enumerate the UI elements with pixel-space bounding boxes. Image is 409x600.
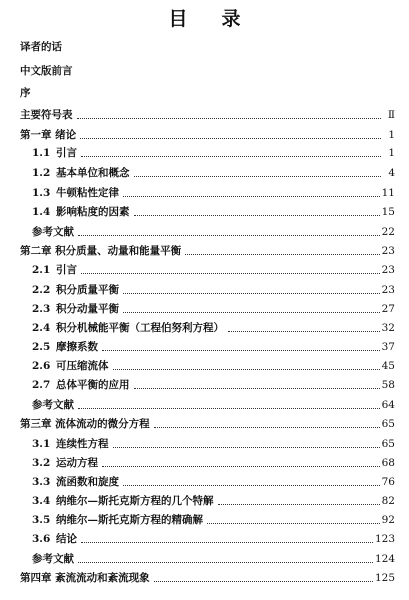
toc-section-number: 3.3 [32, 476, 51, 488]
toc-entry [32, 357, 395, 373]
toc-entry [20, 38, 395, 54]
toc-entry-title: 牛顿粘性定律 [56, 187, 119, 199]
toc-entry [32, 281, 395, 297]
dot-leader [154, 580, 373, 582]
dot-leader [102, 349, 380, 351]
toc-entry-title: 积分动量平衡 [56, 303, 119, 315]
dot-leader [134, 175, 382, 177]
toc-entry-title: 第一章 绪论 [20, 129, 77, 141]
toc-section-number: 2.4 [32, 322, 51, 334]
toc-entry-title: 摩擦系数 [56, 341, 98, 353]
toc-entry [32, 261, 395, 277]
dot-leader [77, 117, 382, 119]
toc-entry-title: 总体平衡的应用 [56, 379, 130, 391]
dot-leader [80, 137, 381, 139]
toc-entry-title: 译者的话 [20, 41, 62, 53]
toc-entry-title: 第二章 积分质量、动量和能量平衡 [20, 245, 182, 257]
toc-entry-title: 积分机械能平衡（工程伯努利方程） [56, 322, 224, 334]
toc-entry-title: 第四章 紊流流动和紊流现象 [20, 572, 150, 584]
toc-entry [32, 184, 395, 200]
toc-entry [20, 84, 395, 100]
toc-page-number: 1 [388, 147, 395, 159]
title-char: 目 [168, 8, 188, 30]
dot-leader [78, 407, 380, 409]
toc-entry-title: 影响粘度的因素 [56, 206, 130, 218]
toc-entry [32, 164, 395, 180]
dot-leader [81, 155, 381, 157]
toc-page-number: 65 [381, 418, 395, 430]
toc-page-number: 37 [381, 341, 395, 353]
toc-entry [32, 223, 395, 239]
dot-leader [113, 368, 380, 370]
toc-section-number: 2.1 [32, 264, 51, 276]
toc-entry [32, 319, 395, 335]
dot-leader [134, 214, 380, 216]
toc-page-number: 22 [381, 226, 395, 238]
toc-entry [32, 511, 395, 527]
toc-page-number: 1 [388, 129, 395, 141]
toc-entry-title: 主要符号表 [20, 109, 73, 121]
toc-entry [20, 106, 395, 122]
toc-page-number: 65 [381, 438, 395, 450]
toc-section-number: 2.6 [32, 360, 51, 372]
dot-leader [185, 253, 379, 255]
toc-section-number: 1.1 [32, 147, 51, 159]
toc-section-number: 1.4 [32, 206, 51, 218]
toc-page-number: 15 [381, 206, 395, 218]
toc-entry-title: 引言 [56, 264, 77, 276]
toc-entry [32, 530, 395, 546]
toc-entry-title: 基本单位和概念 [56, 167, 130, 179]
toc-entry-title: 序 [20, 87, 31, 99]
toc-section-number: 1.2 [32, 167, 51, 179]
toc-page-number: 82 [381, 495, 395, 507]
dot-leader [113, 446, 380, 448]
dot-leader [81, 272, 380, 274]
dot-leader [154, 426, 380, 428]
toc-entry [32, 454, 395, 470]
page-title [0, 4, 409, 31]
toc-entry [20, 62, 395, 78]
toc-entry-title: 流函数和旋度 [56, 476, 119, 488]
toc-section-number: 2.7 [32, 379, 51, 391]
toc-page-number: Ⅱ [387, 109, 395, 121]
toc-section-number: 2.5 [32, 341, 51, 353]
dot-leader [78, 234, 380, 236]
toc-page-number: 27 [381, 303, 395, 315]
toc-page-number: 64 [381, 399, 395, 411]
toc-entry [20, 242, 395, 258]
toc-page-number: 23 [381, 284, 395, 296]
toc-entry-title: 参考文献 [32, 226, 74, 238]
toc-page-number: 68 [381, 457, 395, 469]
toc-entry [20, 415, 395, 431]
toc-entry-title: 纳维尔—斯托克斯方程的几个特解 [56, 495, 214, 507]
toc-page-number: 32 [381, 322, 395, 334]
dot-leader [134, 387, 380, 389]
toc-section-number: 3.2 [32, 457, 51, 469]
toc-entry-title: 纳维尔—斯托克斯方程的精确解 [56, 514, 203, 526]
toc-entry [32, 435, 395, 451]
toc-section-number: 3.5 [32, 514, 51, 526]
toc-page-number: 23 [381, 264, 395, 276]
toc-entry [32, 203, 395, 219]
toc-entry-title: 积分质量平衡 [56, 284, 119, 296]
toc-entry-title: 可压缩流体 [56, 360, 109, 372]
toc-entry-title: 参考文献 [32, 399, 74, 411]
toc-entry-title: 运动方程 [56, 457, 98, 469]
dot-leader [218, 503, 380, 505]
toc-section-number: 2.3 [32, 303, 51, 315]
toc-section-number: 3.4 [32, 495, 51, 507]
toc-page-number: 92 [381, 514, 395, 526]
toc-entry-title: 第三章 流体流动的微分方程 [20, 418, 150, 430]
dot-leader [102, 465, 380, 467]
toc-entry [32, 492, 395, 508]
dot-leader [78, 561, 373, 563]
toc-section-number: 1.3 [32, 187, 51, 199]
dot-leader [228, 330, 380, 332]
toc-section-number: 3.6 [32, 533, 51, 545]
toc-page-number: 76 [381, 476, 395, 488]
toc-section-number: 2.2 [32, 284, 51, 296]
toc-page-number: 45 [381, 360, 395, 372]
toc-entry [32, 300, 395, 316]
dot-leader [123, 292, 380, 294]
title-char: 录 [221, 8, 241, 30]
dot-leader [123, 311, 380, 313]
dot-leader [207, 522, 380, 524]
toc-section-number: 3.1 [32, 438, 51, 450]
toc-entry [32, 550, 395, 566]
toc-entry [32, 396, 395, 412]
toc-entry [32, 376, 395, 392]
toc-entry [32, 473, 395, 489]
toc-entry [20, 569, 395, 585]
toc-page-number: 58 [381, 379, 395, 391]
toc-page-number: 11 [381, 187, 395, 199]
toc-entry-title: 连续性方程 [56, 438, 109, 450]
toc-entry-title: 中文版前言 [20, 65, 73, 77]
toc-entry [32, 144, 395, 160]
toc-page-number: 124 [374, 553, 395, 565]
toc-entry-title: 参考文献 [32, 553, 74, 565]
toc-entry [20, 126, 395, 142]
toc-entry [32, 338, 395, 354]
toc-page-number: 4 [388, 167, 395, 179]
dot-leader [123, 195, 380, 197]
toc-entry-title: 引言 [56, 147, 77, 159]
dot-leader [123, 484, 380, 486]
toc-entry-title: 结论 [56, 533, 77, 545]
toc-page-number: 125 [374, 572, 395, 584]
dot-leader [81, 541, 373, 543]
toc-page-number: 123 [374, 533, 395, 545]
toc-page-number: 23 [381, 245, 395, 257]
